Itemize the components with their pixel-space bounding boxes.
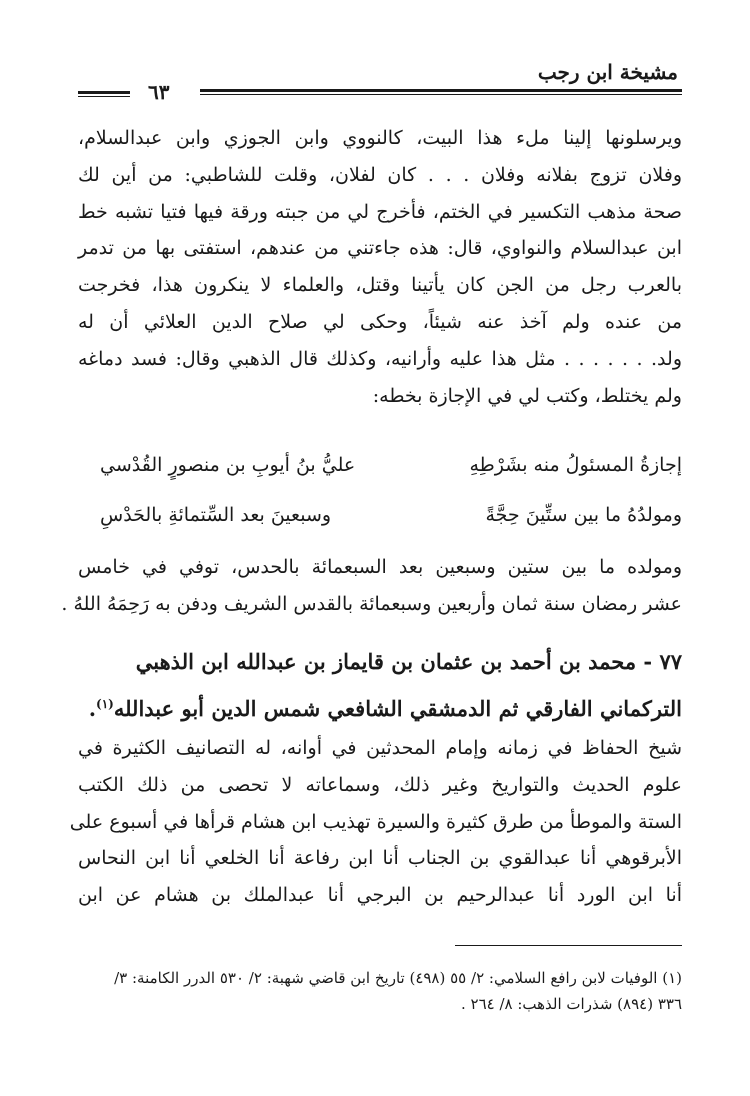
text-line: من عنده ولم آخذ عنه شيئاً، وحكى لي صلاح الدين العلائي أن له xyxy=(78,310,682,333)
text-line: الأبرقوهي أنا عبدالقوي بن الجناب أنا ابن رفاعة أنا الخلعي أنا ابن النحاس xyxy=(78,847,682,870)
paragraph-1 xyxy=(78,120,682,414)
paragraph-2 xyxy=(61,549,682,623)
text-line: ومولده ما بين ستين وسبعين بعد السبعمائة بالحدس، توفي في خامس xyxy=(78,556,682,578)
heading-end: . xyxy=(88,696,97,721)
text-line: أنا ابن الورد أنا عبدالرحيم بن البرجي أنا عبدالملك بن هشام عن ابن xyxy=(78,884,682,907)
poem-verses xyxy=(100,440,682,540)
page-number: ٦٣ xyxy=(148,80,170,104)
hemistich-first: إجازةُ المسئولُ منه بشَرْطِهِ xyxy=(469,454,682,476)
text-line: صحة مذهب التكسير في الختم، فأخرج لي من جبته ورقة فيها فتيا تشبه خط xyxy=(78,200,682,223)
text-line: ابن عبدالسلام والنواوي، قال: هذه جاءتني من عندهم، استفتى بها من تدمر xyxy=(78,237,682,260)
hemistich-second: وسبعينَ بعد السِّتمائةِ بالحَدْسِ xyxy=(100,504,332,526)
hemistich-second: عليُّ بنُ أيوبِ بن منصورٍ القُدْسي xyxy=(100,454,356,476)
header-rule-right xyxy=(200,89,682,95)
heading-line: ٧٧ - محمد بن أحمد بن عثمان بن قايماز بن عبدالله ابن الذهبي xyxy=(135,649,682,674)
verse-row xyxy=(100,440,682,490)
entry-heading xyxy=(78,641,682,730)
hemistich-first: ومولدُهُ ما بين ستِّينَ حِجَّةً xyxy=(485,504,682,526)
paragraph-3 xyxy=(69,730,682,914)
heading-line-2 xyxy=(78,683,682,730)
text-line: الستة والموطأ من طرق كثيرة والسيرة تهذيب ابن هشام قرأها في أسبوع على xyxy=(69,810,682,833)
text-line: عشر رمضان سنة ثمان وأربعين وسبعمائة بالقدس الشريف ودفن به رَحِمَهُ اللهُ . xyxy=(61,592,682,615)
footnote-line: ٣٣٦ (٨٩٤) شذرات الذهب: ٨/ ٢٦٤ . xyxy=(460,995,682,1013)
text-line: بالعرب رجل من الجن كان يأتينا وقتل، والعلماء لا ينكرون هذا، فخرجت xyxy=(78,274,682,297)
text-line: ولد. . . . . . . مثل هذا عليه وأرانيه، وكذلك قال الذهبي وقال: فسد دماغه xyxy=(78,347,682,370)
footnote-separator xyxy=(455,945,682,946)
text-line: وفلان تزوج بفلانه وفلان . . . كان لفلان، وقلت للشاطبي: من أين لك xyxy=(78,163,682,186)
text-line: شيخ الحفاظ في زمانه وإمام المحدثين في أوانه، له التصانيف الكثيرة في xyxy=(78,737,682,759)
heading-text: التركماني الفارقي ثم الدمشقي الشافعي شمس الدين أبو عبدالله xyxy=(113,696,682,721)
text-line: ويرسلونها إلينا ملء هذا البيت، كالنووي وابن الجوزي وابن عبدالسلام، xyxy=(78,127,682,149)
verse-row xyxy=(100,490,682,540)
footnote-line: (١) الوفيات لابن رافع السلامي: ٢/ ٥٥ (٤٩٨) تاريخ ابن قاضي شهبة: ٢/ ٥٣٠ الدرر الكامنة: ٣/ xyxy=(114,969,682,987)
header-rule-left xyxy=(78,91,130,97)
footnotes xyxy=(78,965,682,1017)
text-line: علوم الحديث والتواريخ وغير ذلك، وسماعاته لا تحصى من ذلك الكتب xyxy=(78,773,682,796)
footnote-marker[interactable]: (١) xyxy=(96,697,114,711)
running-title: مشيخة ابن رجب xyxy=(537,60,678,84)
text-line: ولم يختلط، وكتب لي في الإجازة بخطه: xyxy=(372,384,682,407)
